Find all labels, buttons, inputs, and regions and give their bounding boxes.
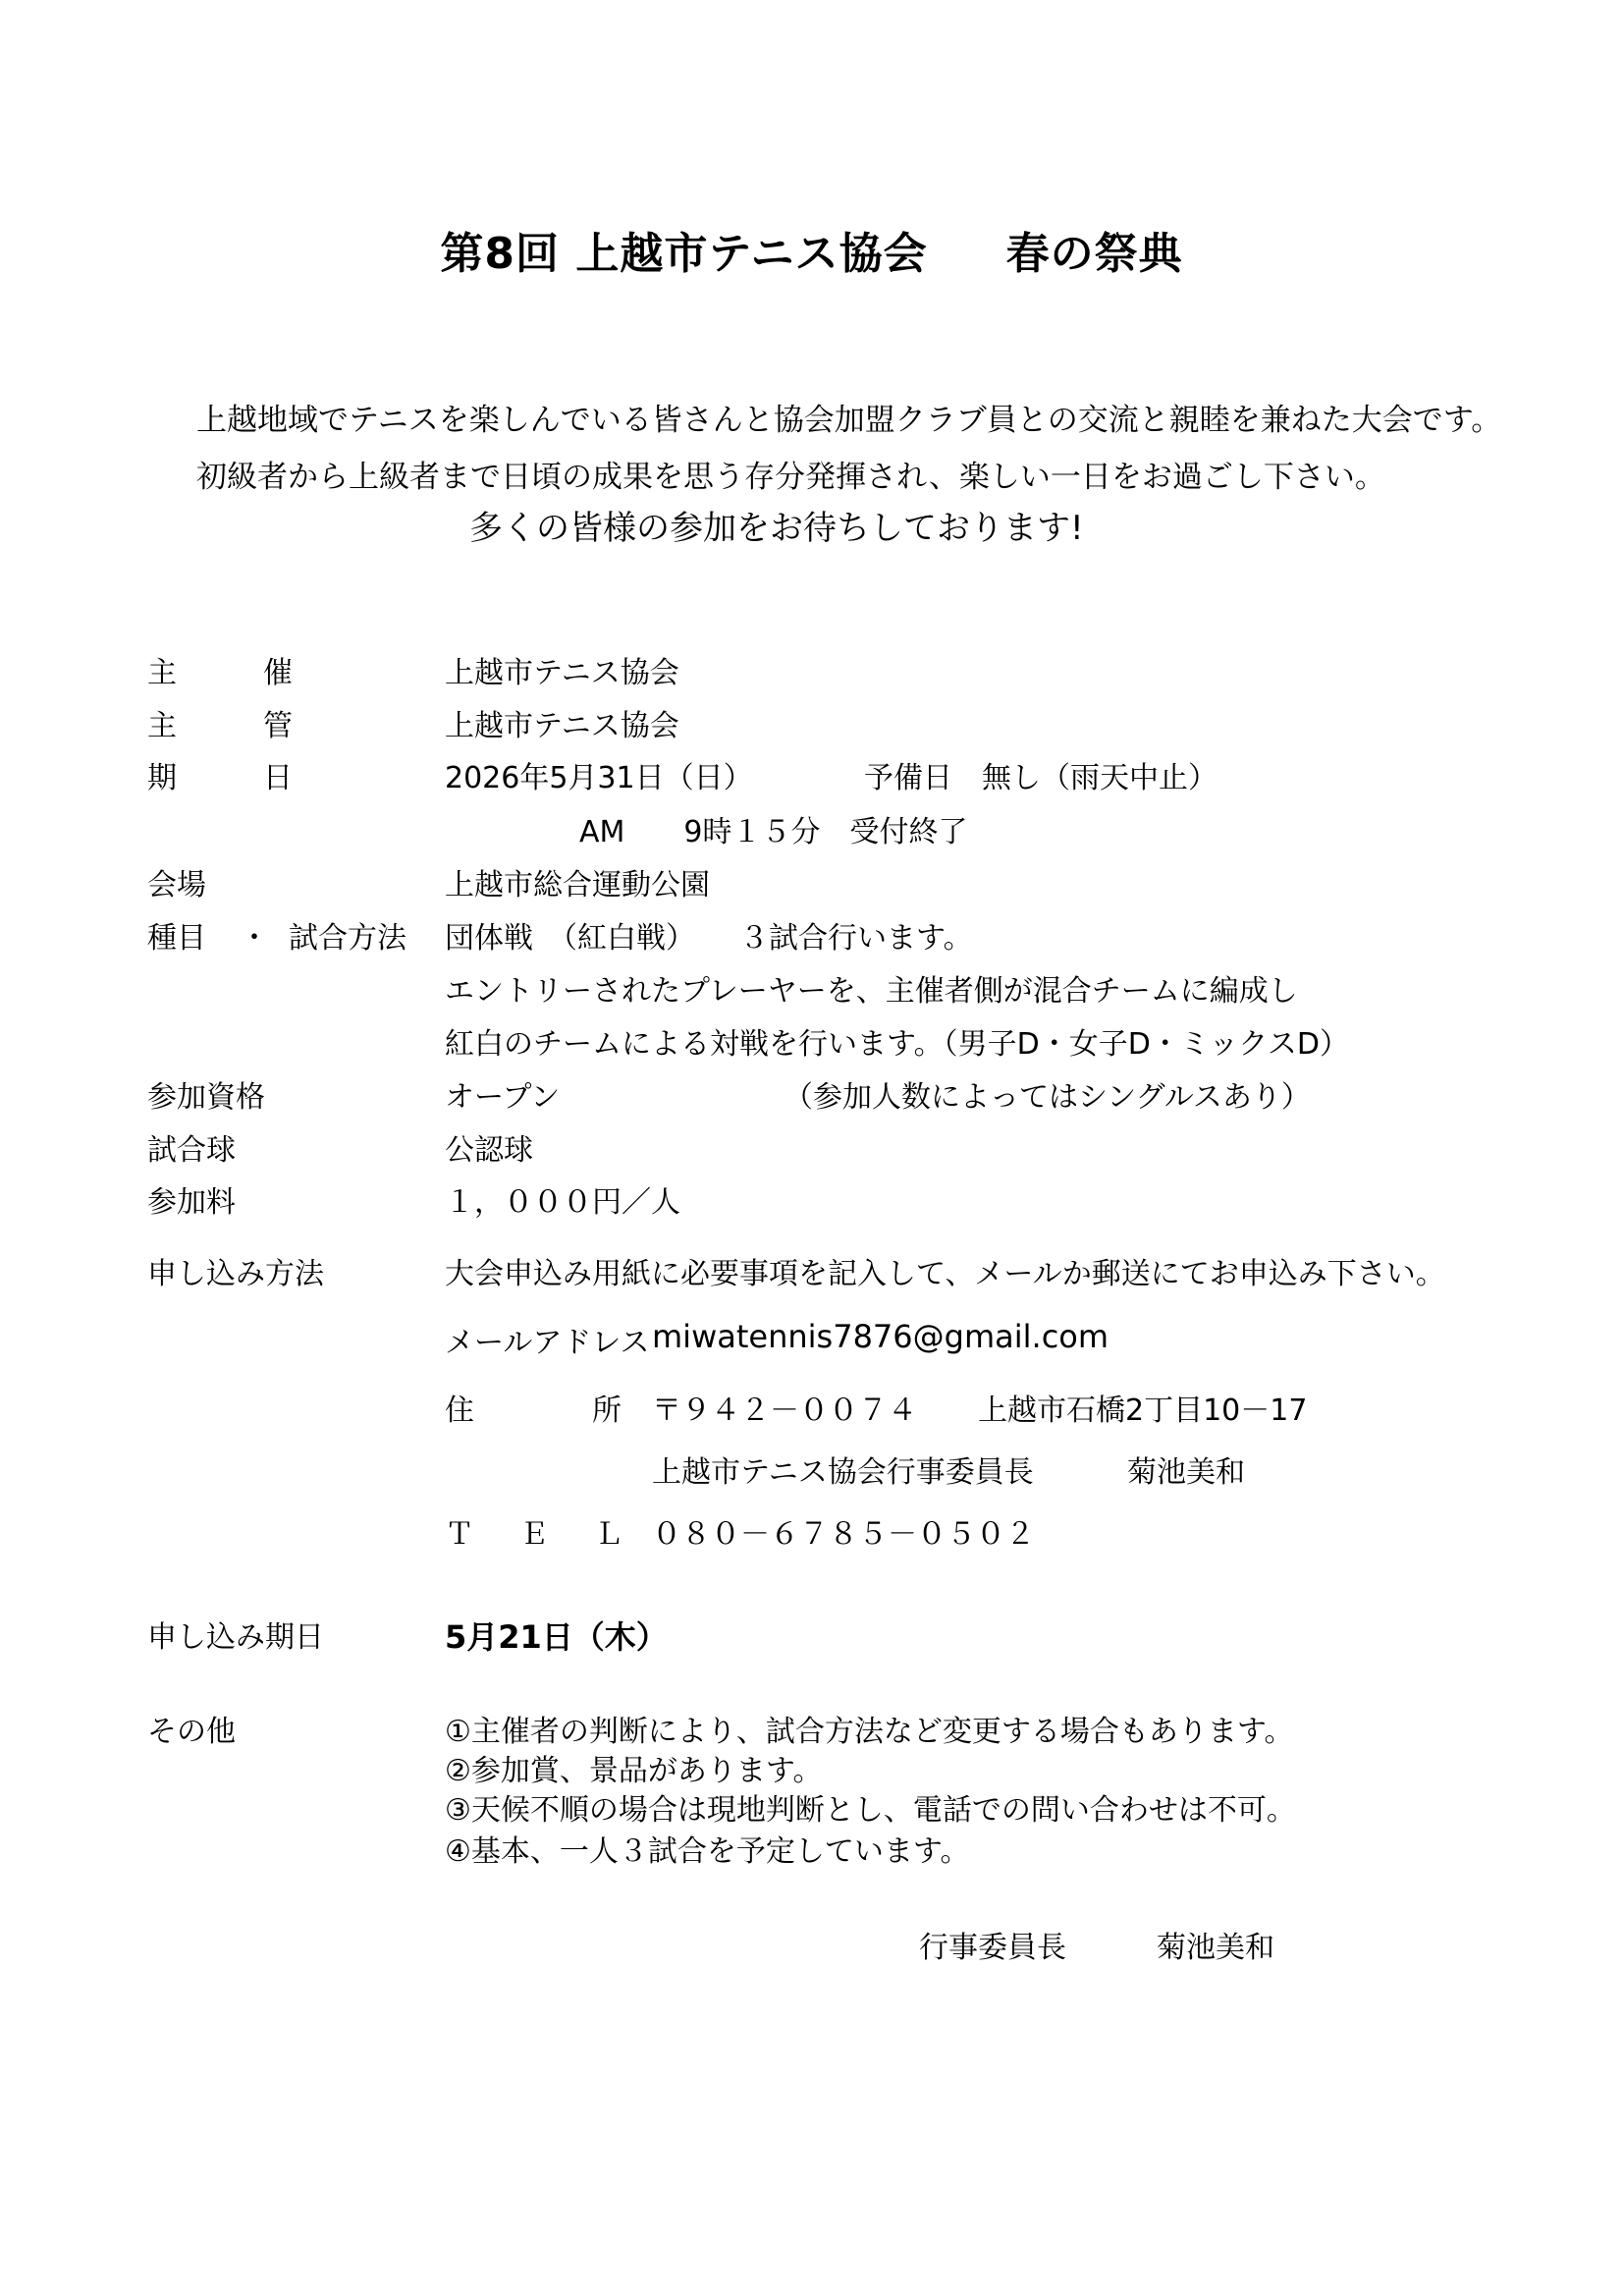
deadline-value: 5月21日（木） (445, 1618, 668, 1656)
venue-label: 会場 (147, 868, 206, 902)
ball-label: 試合球 (147, 1133, 236, 1168)
tel-number: ０８０－６７８５－０５０２ (652, 1517, 1035, 1552)
address-label-b: 所 (592, 1394, 622, 1428)
deadline-label: 申し込み期日 (147, 1620, 324, 1655)
other-label: その他 (147, 1715, 236, 1749)
title-sub: 春の祭典 (1005, 229, 1183, 279)
organizer-label-b: 催 (263, 656, 293, 690)
event-value-3: 紅白のチームによる対戦を行います。（男子D・女子D・ミックスD） (445, 1027, 1350, 1062)
address: 上越市石橋2丁目10－17 (978, 1394, 1308, 1428)
venue-value: 上越市総合運動公園 (445, 868, 710, 902)
qualification-note: （参加人数によってはシングルスあり） (784, 1080, 1311, 1115)
intro-line-1: 上越地域でテニスを楽しんでいる皆さんと協会加盟クラブ員との交流と親睦を兼ねた大会です。 (196, 403, 1502, 438)
event-label-dot: ・ (240, 921, 269, 956)
apply-value: 大会申込み用紙に必要事項を記入して、メールか郵送にてお申込み下さい。 (445, 1257, 1445, 1291)
qualification-label: 参加資格 (147, 1080, 265, 1115)
title-main: 第8回 上越市テニス協会 (440, 229, 928, 279)
email-address[interactable]: miwatennis7876@gmail.com (652, 1318, 1109, 1355)
reserve-day: 予備日 無し（雨天中止） (864, 761, 1217, 795)
event-label-b: 試合方法 (289, 921, 406, 956)
date-value: 2026年5月31日（日） (445, 761, 753, 795)
address-label (445, 1386, 622, 1429)
intro-line-3: 多くの皆様の参加をお待ちしております! (469, 509, 1084, 548)
other-item-1: ①主催者の判断により、試合方法など変更する場合もあります。 (445, 1715, 1294, 1749)
date-label-a: 期 (147, 761, 177, 795)
other-item-2: ②参加賞、景品があります。 (445, 1754, 823, 1788)
recipient: 上越市テニス協会行事委員長 (652, 1455, 1034, 1490)
other-item-3: ③天候不順の場合は現地判断とし、電話での問い合わせは不可。 (445, 1793, 1296, 1828)
recipient-name: 菊池美和 (1127, 1455, 1245, 1490)
event-value-1: 団体戦 （紅白戦） ３試合行います。 (445, 921, 973, 956)
fee-label: 参加料 (147, 1185, 236, 1220)
organizer-value: 上越市テニス協会 (445, 656, 679, 690)
manager-label-a: 主 (147, 709, 177, 743)
address-label-a: 住 (445, 1394, 474, 1428)
manager-value: 上越市テニス協会 (445, 709, 679, 743)
event-value-2: エントリーされたプレーヤーを、主催者側が混合チームに編成し (445, 974, 1298, 1009)
reception-time: AM 9時１５分 受付終了 (579, 815, 968, 849)
postal-code: 〒９４２－００７４ (652, 1394, 917, 1428)
signature-name: 菊池美和 (1157, 1931, 1274, 1965)
date-label (147, 753, 293, 796)
event-label-a: 種目 (147, 921, 206, 956)
event-label (147, 913, 406, 957)
date-label-b: 日 (263, 761, 293, 795)
apply-label: 申し込み方法 (147, 1257, 324, 1291)
tel-label: Ｔ Ｅ Ｌ (445, 1517, 631, 1552)
ball-value: 公認球 (445, 1133, 533, 1168)
organizer-label-a: 主 (147, 656, 177, 690)
manager-label (147, 701, 293, 744)
other-item-4: ④基本、一人３試合を予定しています。 (445, 1834, 970, 1869)
intro-line-2: 初級者から上級者まで日頃の成果を思う存分発揮され、楽しい一日をお過ごし下さい。 (196, 460, 1385, 495)
fee-value: １，０００円／人 (445, 1185, 680, 1220)
qualification-value: オープン (445, 1080, 561, 1115)
organizer-label (147, 648, 293, 691)
manager-label-b: 管 (263, 709, 293, 743)
mail-label: メールアドレス (445, 1326, 650, 1360)
page-title (0, 218, 1623, 281)
signature-role: 行事委員長 (919, 1931, 1066, 1965)
